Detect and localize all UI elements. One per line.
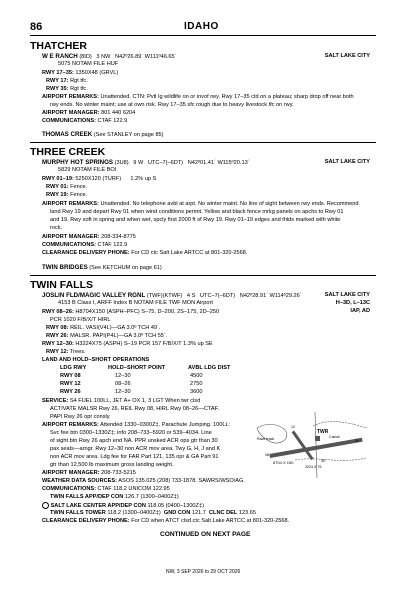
- xref-page: (See KETCHUM on page 61): [89, 265, 162, 271]
- runway-end-value: Fence.: [70, 184, 88, 190]
- runway-12-30-bar: [292, 431, 314, 461]
- airport-id: (TWF)(KTWF): [146, 293, 183, 299]
- approach-value: 126.7 (1300–0400Z‡): [124, 494, 179, 500]
- comm-label: COMMUNICATIONS:: [42, 486, 96, 492]
- lahso-head-col: HOLD–SHORT POINT: [108, 365, 166, 371]
- lahso-cell: 12–30: [115, 389, 131, 395]
- runway-line: [42, 309, 219, 317]
- lahso-cell: RWY 26: [60, 389, 81, 395]
- tower-label: TWR: [317, 429, 329, 435]
- runway-value: H3224X75 (ASPH) S–19 PCR 157 F/B/X/T 1.3% up SE: [75, 341, 213, 347]
- notam-line: 5829 NOTAM FILE BOI: [58, 167, 117, 173]
- lahso-cell: 2750: [190, 381, 203, 387]
- chart-label: SALT LAKE CITY: [324, 292, 370, 298]
- state-title: IDAHO: [184, 21, 219, 32]
- tower-line: [50, 510, 256, 518]
- remarks-line: [42, 201, 359, 209]
- section-rule: [30, 275, 376, 276]
- remarks-text: Unattended. CTN: Pvtl Ig wildlife on or invof rwy. Rwy 17–35 ctd on a plateau; sharp drop off near both: [100, 94, 354, 100]
- clearance-value: For CD when ATCT clsd ctc Salt Lake ARTCC at 801-320-2568.: [131, 518, 290, 524]
- airport-utc: UTC–7(–6DT): [147, 160, 184, 166]
- remarks-text: Unattended. No telephone avbl at arpt. No winter maint. No line of sight between rwy ends. Recommend: [100, 201, 359, 207]
- tower-value: 118.2 (1300–0400Z‡): [107, 510, 161, 516]
- artcc-label: SALT LAKE CENTER APP/DEP CON: [50, 502, 146, 509]
- notam-line: 4153 B Class I, ARFF Index B NOTAM FILE TWF MON Airport: [58, 300, 213, 306]
- manager-value: 208-733-5215: [101, 470, 136, 476]
- service-value: ACTIVATE MALSR Rwy 26, REIL Rwy 08, HIRL Rwy 08–26—CTAF.: [50, 406, 219, 412]
- city-thatcher: THATCHER: [30, 40, 87, 52]
- section-rule: [30, 142, 376, 143]
- airport-coords: N42º26.89´ W111º46.65´: [115, 54, 177, 60]
- comm-line: [42, 118, 127, 126]
- manager-line: [42, 470, 136, 478]
- remarks-text: non ACR mov area. Ldg fee for FAR Part 121, 135 opr & GA Part 91: [50, 454, 219, 460]
- remarks-text: rock.: [50, 225, 63, 231]
- airport-coords: N42º28.91´ W114º29.26´: [239, 293, 302, 299]
- lahso-cell: 12–30: [115, 373, 131, 379]
- comm-label: COMMUNICATIONS:: [42, 242, 96, 248]
- lahso-head-col: AVBL LDG DIST: [188, 365, 231, 371]
- xref-name: THOMAS CREEK: [42, 131, 93, 138]
- runway-number: 12: [291, 425, 295, 429]
- service-value: S4 FUEL 100LL, JET A+ OX 1, 3 LGT When twr clsd: [69, 398, 201, 404]
- lahso-cell: 3600: [190, 389, 203, 395]
- runway-end-value: Rgt tfc.: [70, 78, 88, 84]
- runway-label: RWY 01–19:: [42, 176, 74, 182]
- remarks-text: Attended 1330–0300Z‡. Parachute Jumping. 100LL:: [100, 422, 231, 428]
- runway-end-line: [46, 349, 86, 357]
- runway-end-label: RWY 17:: [46, 78, 69, 84]
- airport-diagram: [255, 408, 370, 480]
- runway-end-label: RWY 12:: [46, 349, 69, 355]
- runway-gradient: 1.2% up S: [130, 176, 157, 182]
- runway-length-label: 8704 X 150: [273, 460, 294, 465]
- city-twin-falls: TWIN FALLS: [30, 279, 93, 291]
- xref-page: (See STANLEY on page 85): [93, 132, 164, 138]
- runway-number: 30: [321, 459, 325, 463]
- remarks-text: pax seats—arngr. Rwy 12–30 non ACR mov area. Twy G, H, J and K: [50, 446, 221, 452]
- race-track-label: Race track: [257, 437, 275, 441]
- chart-label: SALT LAKE CITY: [324, 159, 370, 165]
- runway-end-label: RWY 08:: [46, 325, 69, 331]
- manager-label: AIRPORT MANAGER:: [42, 110, 100, 116]
- clearance-label: CLEARANCE DELIVERY PHONE:: [42, 250, 130, 256]
- service-value: PAPI Rwy 26 opr consly.: [50, 414, 111, 420]
- approach-line: [50, 494, 179, 502]
- approach-label: TWIN FALLS APP/DEP CON: [50, 494, 124, 500]
- clearance-line: [42, 250, 247, 258]
- runway-number: 26: [355, 439, 359, 443]
- runway-end-label: RWY 35:: [46, 86, 69, 92]
- airport-id: (3U8): [114, 160, 129, 166]
- airport-utc: UTC–7(–6DT): [199, 293, 236, 299]
- remarks-label: AIRPORT REMARKS:: [42, 201, 99, 207]
- artcc-value: 118.05 (0400–1300Z‡): [147, 502, 204, 509]
- canal-label: Canal: [329, 434, 340, 439]
- runway-value: PCR 1020 F/B/X/T HIRL: [50, 317, 111, 323]
- clearance-label: CLEARANCE DELIVERY PHONE:: [42, 518, 130, 524]
- remarks-text: land Rwy 19 and depart Rwy 01 when wind conditions permit. Yellow and black fence mrkg panels on apchs to Rwy 01: [50, 209, 344, 215]
- ground-value: 121.7: [191, 510, 206, 516]
- remarks-line: [42, 422, 230, 430]
- lahso-cell: 08–26: [115, 381, 131, 387]
- remarks-line: [42, 94, 354, 102]
- runway-end-value: MALSR. PAPI(P4L)—GA 3.0º TCH 55´.: [70, 333, 168, 339]
- manager-label: AIRPORT MANAGER:: [42, 234, 100, 240]
- xref-thomas-creek[interactable]: [42, 131, 164, 140]
- comm-label: COMMUNICATIONS:: [42, 118, 96, 124]
- airport-dist: 3 NW: [96, 54, 111, 60]
- airport-dist: 4 S: [186, 293, 196, 299]
- lahso-cell: RWY 08: [60, 373, 81, 379]
- runway-value: 1350X48 (GRVL): [75, 70, 119, 76]
- chart-label: IAP, AD: [350, 308, 370, 314]
- lahso-cell: 4500: [190, 373, 203, 379]
- clearance-del-value: 123.65: [238, 510, 256, 516]
- runway-line: [42, 341, 213, 349]
- airport-id: (8ID): [79, 54, 92, 60]
- clearance-value: For CD ctc Salt Lake ARTCC at 801-320-2568.: [131, 250, 248, 256]
- airport-name: MURPHY HOT SPRINGS: [42, 159, 114, 166]
- weather-value: ASOS 135.025 (208) 733-1878. SAWRS/WSO/AG.: [118, 478, 245, 484]
- footer-effective-dates: NW, 3 SEP 2026 to 29 OCT 2026: [166, 569, 241, 575]
- manager-value: 208-334-8775: [101, 234, 136, 240]
- header-rule: [30, 35, 376, 36]
- service-line: [42, 398, 200, 406]
- runway-end-value: REIL. VASI(V4L)—GA 3.0º TCH 49´.: [70, 325, 161, 331]
- runway-end-line: [46, 78, 88, 86]
- airport-dist: 9 W: [133, 160, 144, 166]
- runway-end-line: [46, 325, 161, 333]
- manager-line: [42, 234, 136, 242]
- comm-value: CTAF 122.9: [97, 242, 128, 248]
- comm-line: [42, 486, 170, 494]
- canal-line: [313, 422, 367, 428]
- chart-label: H–3D, L–13C: [335, 300, 370, 306]
- runway-line: [42, 176, 156, 184]
- runway-number: 08: [265, 453, 269, 457]
- manager-label: AIRPORT MANAGER:: [42, 470, 100, 476]
- runway-value: H8704X150 (ASPH–PFC) S–75, D–200, 2S–175, 2D–250: [75, 309, 220, 315]
- service-label: SERVICE:: [42, 398, 69, 404]
- runway-end-label: RWY 19:: [46, 192, 69, 198]
- runway-length-label: 3224 X 75: [305, 465, 322, 469]
- city-three-creek: THREE CREEK: [30, 146, 106, 158]
- tower-label: TWIN FALLS TOWER: [50, 510, 106, 516]
- ground-label: GND CON: [163, 510, 191, 516]
- chart-label: SALT LAKE CITY: [324, 53, 370, 59]
- remarks-text: of sight btn Rwy 26 apch end NA. PPR unsked ACR ops gtr than 30: [50, 438, 218, 444]
- runway-end-label: RWY 01:: [46, 184, 69, 190]
- remarks-text: Svc fee btn 0300–1330Z‡; info 208–733–5920 or 539–4034. Line: [50, 430, 212, 436]
- weather-label: WEATHER DATA SOURCES:: [42, 478, 117, 484]
- continued-note: CONTINUED ON NEXT PAGE: [160, 531, 251, 538]
- remarks-label: AIRPORT REMARKS:: [42, 94, 99, 100]
- notam-line: 5075 NOTAM FILE HUF: [58, 61, 119, 67]
- xref-name: TWIN BRIDGES: [42, 264, 88, 271]
- runway-end-line: [46, 184, 87, 192]
- runway-end-value: Rgt tfc.: [70, 86, 88, 92]
- manager-value: 801 440 6204: [101, 110, 136, 116]
- lahso-cell: RWY 12: [60, 381, 81, 387]
- runway-end-line: [46, 86, 88, 94]
- manager-line: [42, 110, 135, 118]
- clearance-del-label: CLNC DEL: [208, 510, 238, 516]
- page-number: 86: [30, 21, 43, 33]
- lahso-title: LAND AND HOLD–SHORT OPERATIONS: [42, 357, 150, 363]
- airport-coords: N42º01.41´ W115º20.13´: [187, 160, 250, 166]
- atc-circle-icon: [42, 502, 49, 509]
- runway-line: [42, 70, 118, 78]
- comm-value: CTAF 122.9: [97, 118, 128, 124]
- weather-line: [42, 478, 245, 486]
- clearance-line: [42, 518, 289, 526]
- airport-name: W E RANCH: [42, 53, 78, 60]
- xref-twin-bridges[interactable]: [42, 264, 162, 273]
- runway-end-value: Fence.: [70, 192, 88, 198]
- airport-name: JOSLIN FLD/MAGIC VALLEY RGNL: [42, 292, 146, 299]
- remarks-text: and 19. Rwy soft in spring and when wet, spcly first 2000 ft of Rwy 19. Rwy 01–19 edges and thlds marked with white: [50, 217, 341, 223]
- runway-end-line: [46, 192, 87, 200]
- remarks-text: rwy ends. No winter maint; use at own risk. Rwy 17–35 sfc rough due to heavy livestock tfc on rwy.: [50, 102, 294, 108]
- runway-label: RWY 08–26:: [42, 309, 74, 315]
- runway-label: RWY 17–35:: [42, 70, 74, 76]
- runway-end-line: [46, 333, 167, 341]
- comm-value: CTAF 118.2 UNICOM 122.95: [97, 486, 170, 492]
- runway-value: 5250X120 (TURF): [75, 176, 122, 182]
- tower-icon: [315, 436, 320, 441]
- remarks-label: AIRPORT REMARKS:: [42, 422, 99, 428]
- runway-end-value: Trees.: [69, 349, 86, 355]
- road-line: [295, 458, 367, 460]
- lahso-head-col: LDG RWY: [60, 365, 87, 371]
- comm-line: [42, 242, 127, 250]
- runway-end-label: RWY 26:: [46, 333, 69, 339]
- runway-label: RWY 12–30:: [42, 341, 74, 347]
- remarks-text: gtr than 12,500 lb maximum gross landing weight.: [50, 462, 174, 468]
